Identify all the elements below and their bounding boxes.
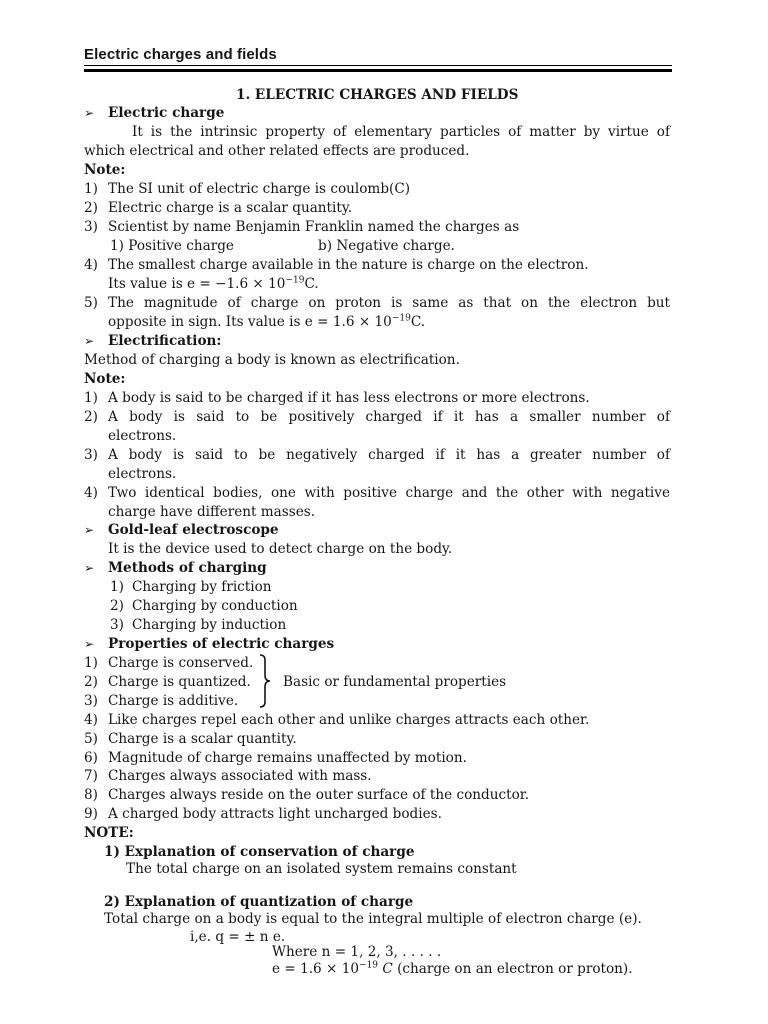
list-item: The smallest charge available in the nature is charge on the electron.	[108, 257, 589, 273]
charge-type-negative: b) Negative charge.	[318, 238, 455, 254]
bullet-arrow-icon: ➢	[84, 561, 95, 575]
list-number: 4)	[84, 712, 98, 728]
list-item: Electric charge is a scalar quantity.	[108, 200, 353, 216]
list-number: 3)	[84, 219, 98, 235]
electron-charge-value: Its value is $e = -1.6 \times 10^{-19}C$.	[108, 275, 319, 292]
list-item-continuation: electrons.	[108, 466, 177, 482]
list-item: A body is said to be positively charged if it has a smaller number of	[108, 409, 670, 425]
note-label: NOTE:	[84, 825, 134, 841]
list-number: 4)	[84, 257, 98, 273]
proton-charge-value: opposite in sign. Its value is $e = 1.6 \times 10^{-19}C$.	[108, 313, 426, 330]
subheading-quantization: 2) Explanation of quantization of charge	[104, 894, 414, 910]
list-item: Charge is a scalar quantity.	[108, 731, 297, 747]
subheading-conservation: 1) Explanation of conservation of charge	[104, 844, 415, 860]
quantization-text: Total charge on a body is equal to the integral multiple of electron charge (e).	[104, 911, 642, 927]
section-heading-electroscope: Gold-leaf electroscope	[108, 522, 279, 538]
list-number: 2)	[110, 598, 124, 614]
definition-line: It is the device used to detect charge on the body.	[108, 541, 453, 557]
bullet-arrow-icon: ➢	[84, 637, 95, 651]
list-item-continuation: electrons.	[108, 428, 177, 444]
list-number: 1)	[84, 655, 98, 671]
list-item: Charge is conserved.	[108, 655, 254, 671]
curly-brace-icon	[258, 654, 272, 708]
list-number: 8)	[84, 787, 98, 803]
list-number: 9)	[84, 806, 98, 822]
conservation-text: The total charge on an isolated system remains constant	[126, 861, 517, 877]
list-item: Charges always associated with mass.	[108, 768, 372, 784]
list-number: 3)	[84, 693, 98, 709]
bullet-arrow-icon: ➢	[84, 334, 95, 348]
list-number: 2)	[84, 409, 98, 425]
list-item: Charge is additive.	[108, 693, 239, 709]
list-item: Scientist by name Benjamin Franklin named the charges as	[108, 219, 520, 235]
definition-line: It is the intrinsic property of elementary particles of matter by virtue of	[132, 124, 670, 140]
list-item: A body is said to be charged if it has less electrons or more electrons.	[108, 390, 590, 406]
header-rule-thick	[84, 69, 672, 72]
list-number: 1)	[84, 390, 98, 406]
list-item: Two identical bodies, one with positive charge and the other with negative	[108, 485, 670, 501]
bullet-arrow-icon: ➢	[84, 106, 95, 120]
section-heading-properties: Properties of electric charges	[108, 636, 335, 652]
list-item: The SI unit of electric charge is coulomb(C)	[108, 181, 411, 197]
list-number: 6)	[84, 750, 98, 766]
bullet-arrow-icon: ➢	[84, 523, 95, 537]
list-number: 1)	[84, 181, 98, 197]
list-item: Charging by induction	[132, 617, 287, 633]
note-label: Note:	[84, 371, 126, 387]
list-number: 3)	[110, 617, 124, 633]
definition-line: which electrical and other related effects are produced.	[84, 143, 470, 159]
charge-type-positive: 1) Positive charge	[110, 238, 234, 254]
list-number: 2)	[84, 674, 98, 690]
list-item: Charging by conduction	[132, 598, 298, 614]
brace-label: Basic or fundamental properties	[283, 674, 507, 690]
list-item: Charges always reside on the outer surface of the conductor.	[108, 787, 530, 803]
list-number: 7)	[84, 768, 98, 784]
running-header: Electric charges and fields	[84, 46, 277, 63]
list-item: A charged body attracts light uncharged bodies.	[108, 806, 442, 822]
header-rule-thin	[84, 65, 672, 66]
list-item: The magnitude of charge on proton is same as that on the electron but	[108, 295, 670, 311]
list-number: 3)	[84, 447, 98, 463]
list-number: 5)	[84, 295, 98, 311]
definition-line: Method of charging a body is known as electrification.	[84, 352, 460, 368]
list-item: Charging by friction	[132, 579, 272, 595]
list-item: Magnitude of charge remains unaffected by motion.	[108, 750, 467, 766]
chapter-title: 1. ELECTRIC CHARGES AND FIELDS	[236, 87, 519, 103]
list-number: 2)	[84, 200, 98, 216]
section-heading-electric-charge: Electric charge	[108, 105, 225, 121]
list-number: 1)	[110, 579, 124, 595]
section-heading-electrification: Electrification:	[108, 333, 222, 349]
list-number: 4)	[84, 485, 98, 501]
where-line: Where n = 1, 2, 3, . . . . .	[272, 944, 442, 960]
list-item: A body is said to be negatively charged if it has a greater number of	[108, 447, 670, 463]
section-heading-methods: Methods of charging	[108, 560, 267, 576]
electron-charge-definition: $e = 1.6 \times 10^{-19}$ C (charge on an electron or proton).	[272, 960, 633, 977]
list-number: 5)	[84, 731, 98, 747]
note-label: Note:	[84, 162, 126, 178]
list-item-continuation: charge have different masses.	[108, 504, 316, 520]
list-item: Like charges repel each other and unlike charges attracts each other.	[108, 712, 590, 728]
list-item: Charge is quantized.	[108, 674, 251, 690]
quantization-formula: i,e. q = ± n e.	[190, 929, 286, 945]
